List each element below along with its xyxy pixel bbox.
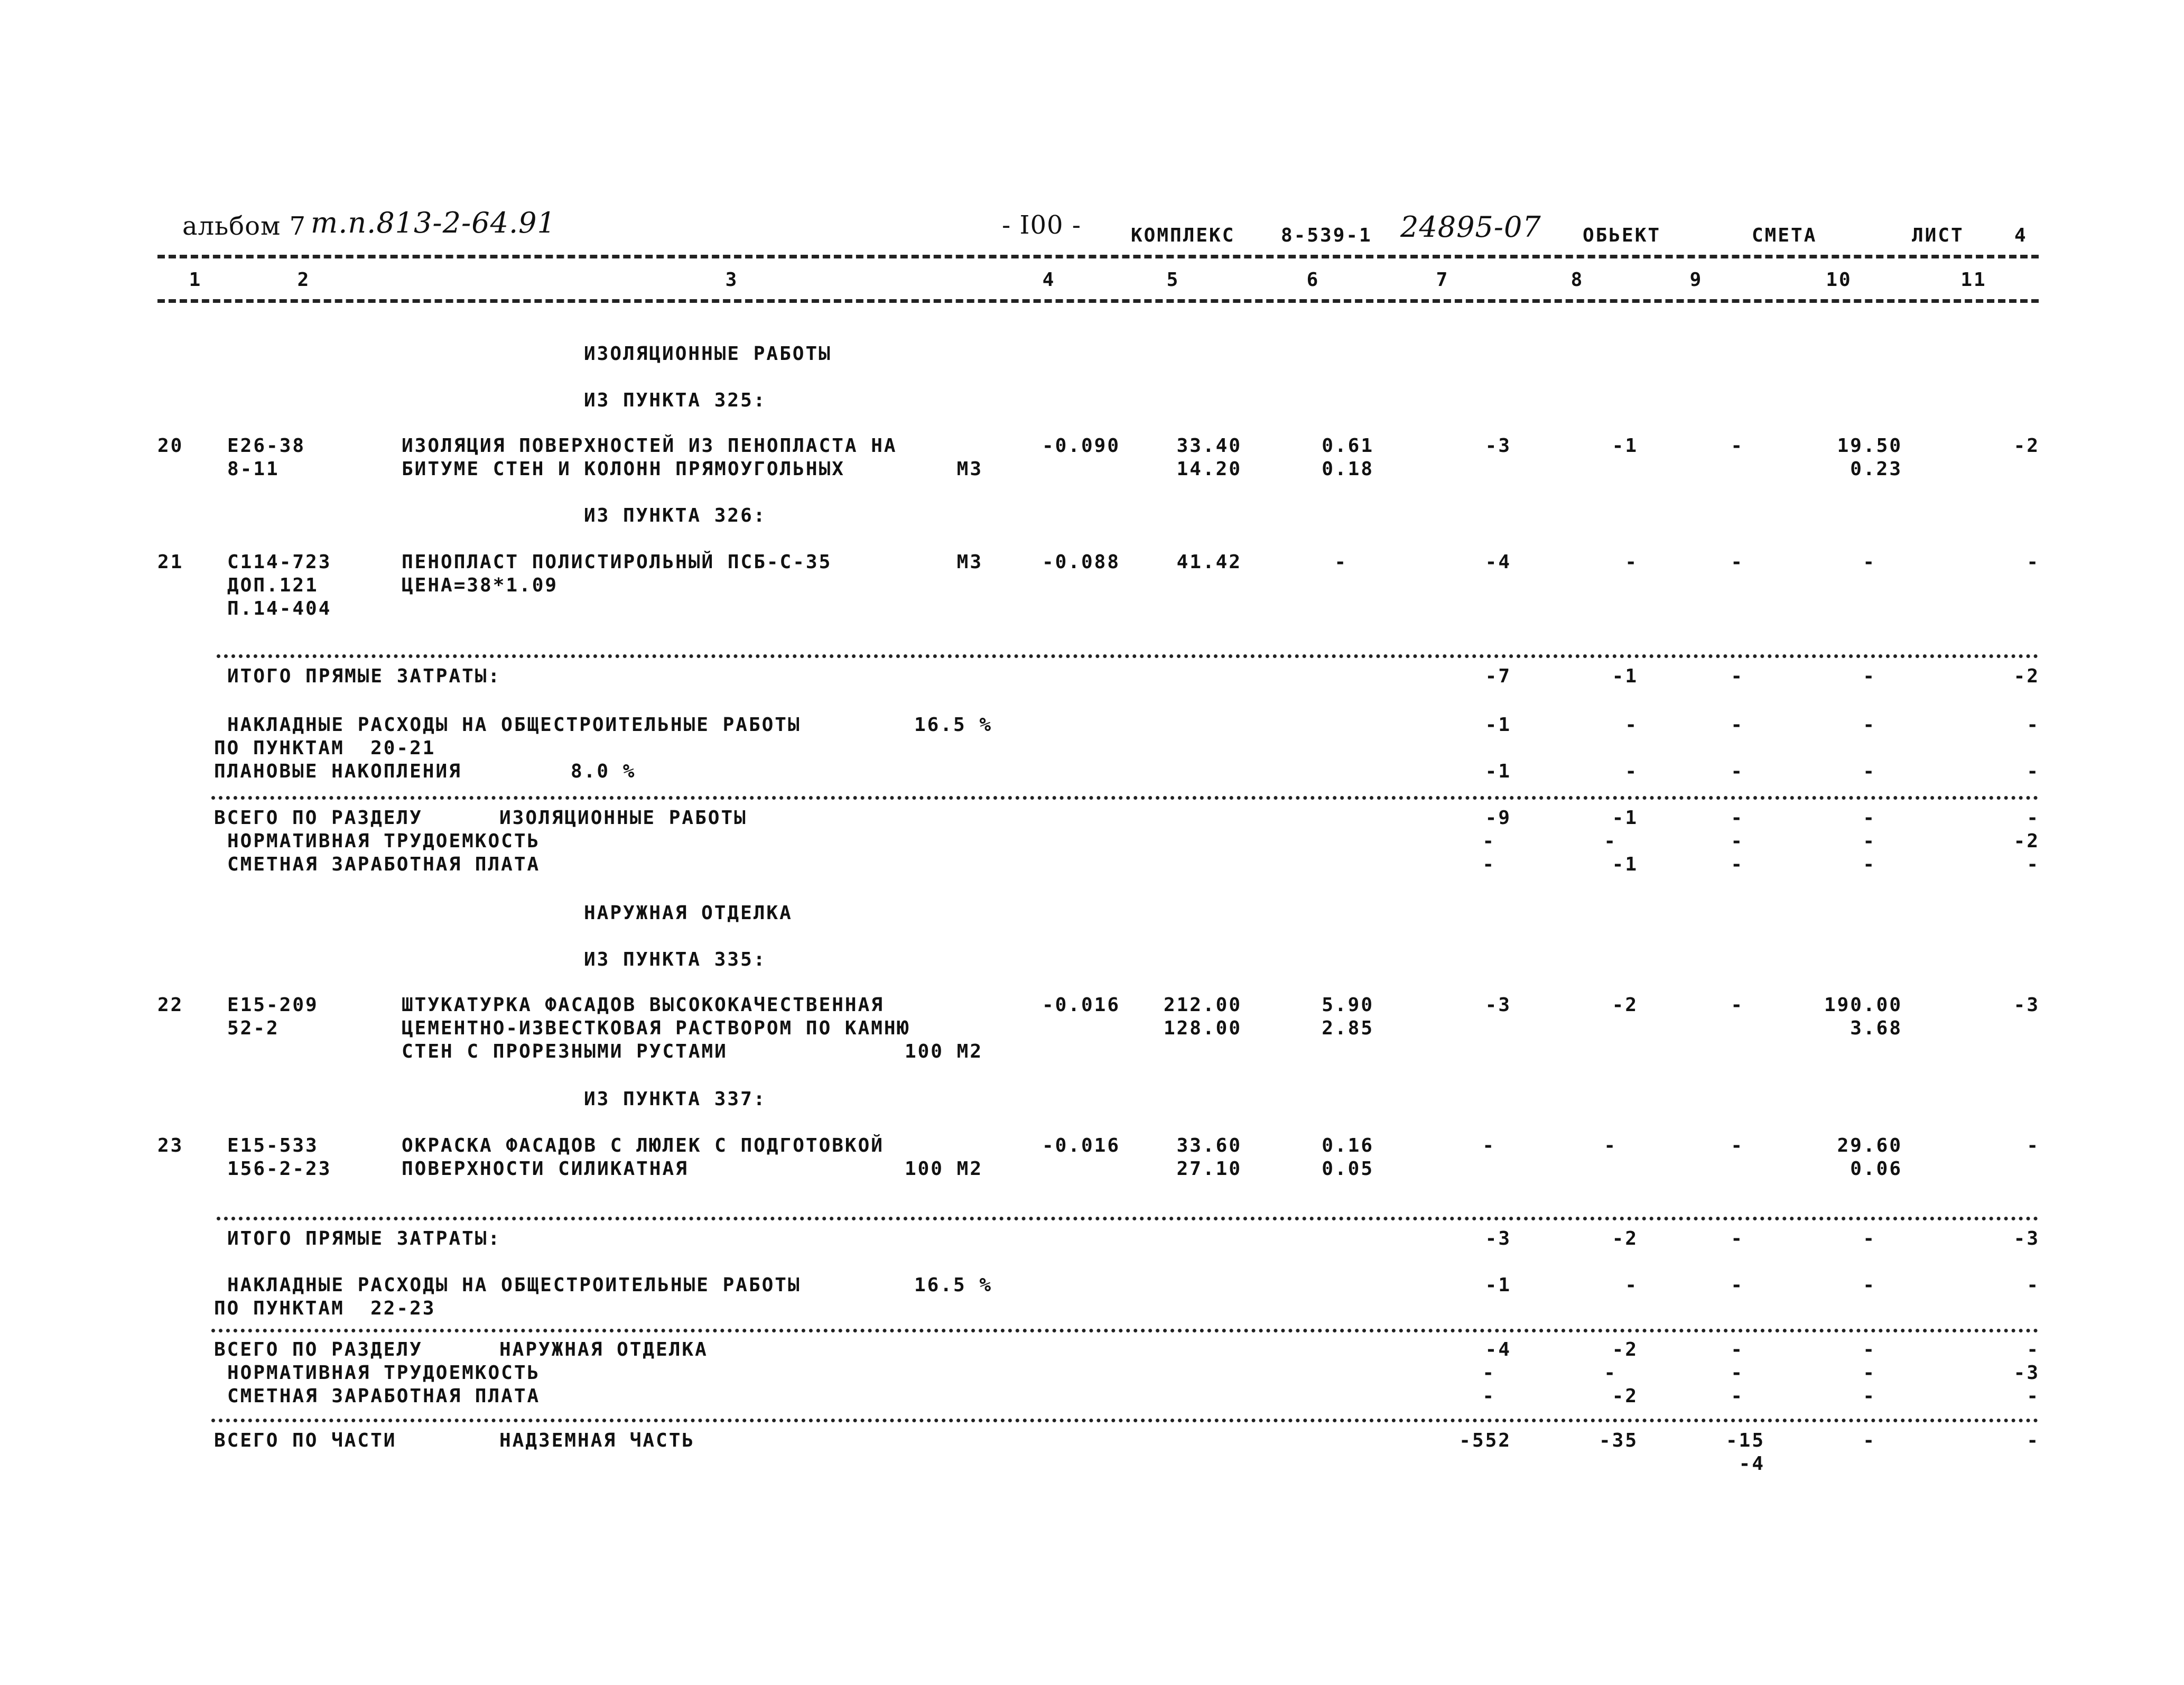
total-cost: -35 — [1598, 1430, 1638, 1451]
labor-value: 29.60 — [1837, 1135, 1902, 1156]
labor-total: -2 — [2013, 830, 2040, 852]
total-cost: - — [1731, 665, 1744, 687]
unit: М3 — [956, 551, 983, 573]
work-description: ПЕНОПЛАСТ ПОЛИСТИРОЛЬНЫЙ ПСБ-С-35 — [402, 551, 832, 573]
total-cost: -552 — [1459, 1430, 1511, 1451]
labor-value: - — [1863, 1385, 1876, 1407]
rate-code: П.14-404 — [227, 598, 332, 619]
labor-total: - — [2027, 551, 2040, 573]
work-description: ОКРАСКА ФАСАДОВ С ЛЮЛЕК С ПОДГОТОВКОЙ — [402, 1135, 884, 1156]
unit-cost: 27.10 — [1176, 1158, 1242, 1180]
total-cost: -3 — [1485, 994, 1511, 1016]
album-label: альбом 7 — [182, 211, 306, 241]
section-name: ИЗОЛЯЦИОННЫЕ РАБОТЫ — [499, 807, 747, 829]
part-total-rule — [211, 1419, 2039, 1422]
subsection-label: ИЗ ПУНКТА 326: — [584, 505, 767, 526]
unit-cost: 0.18 — [1322, 458, 1374, 480]
total-cost: - — [1731, 1339, 1744, 1360]
row-number: 22 — [157, 994, 184, 1016]
total-cost: - — [1731, 1274, 1744, 1296]
total-cost: - — [1482, 854, 1495, 875]
total-cost: - — [1604, 1135, 1617, 1156]
total-cost: -15 — [1725, 1430, 1765, 1451]
total-cost: - — [1625, 761, 1638, 782]
section-total-rule — [211, 796, 2039, 800]
summary-sublabel: ПО ПУНКТАМ 22-23 — [214, 1298, 436, 1319]
summary-label: ПЛАНОВЫЕ НАКОПЛЕНИЯ — [214, 761, 462, 782]
total-cost: - — [1731, 1385, 1744, 1407]
rate-code: 52-2 — [227, 1017, 280, 1039]
total-cost: -2 — [1612, 1228, 1638, 1249]
labor-total: -3 — [2013, 994, 2040, 1016]
header-rule — [157, 255, 2039, 258]
unit-cost: 33.40 — [1176, 435, 1242, 457]
summary-label: ВСЕГО ПО РАЗДЕЛУ — [214, 807, 423, 829]
total-cost: -2 — [1612, 994, 1638, 1016]
subtotal-rule — [217, 1217, 2039, 1220]
unit-cost: 14.20 — [1176, 458, 1242, 480]
quantity: -0.088 — [1042, 551, 1120, 573]
quantity: -0.090 — [1042, 435, 1120, 457]
rate-code: E15-533 — [227, 1135, 319, 1156]
column-number: 5 — [1166, 269, 1180, 291]
subsection-label: ИЗ ПУНКТА 335: — [584, 949, 767, 970]
total-cost: -2 — [1612, 1339, 1638, 1360]
labor-value: 0.23 — [1850, 458, 1902, 480]
labor-total: -3 — [2013, 1362, 2040, 1384]
labor-total: -2 — [2013, 435, 2040, 457]
total-cost: - — [1482, 830, 1495, 852]
unit-cost: 212.00 — [1163, 994, 1242, 1016]
unit-cost: - — [1334, 551, 1347, 573]
row-number: 21 — [157, 551, 184, 573]
total-cost: -1 — [1612, 435, 1638, 457]
sheet-label: ЛИСТ — [1912, 225, 1964, 246]
column-number: 7 — [1436, 269, 1449, 291]
column-number: 6 — [1306, 269, 1320, 291]
total-cost: -3 — [1485, 1228, 1511, 1249]
summary-percent: 8.0 % — [571, 761, 636, 782]
column-number: 1 — [189, 269, 202, 291]
labor-value: - — [1863, 1430, 1876, 1451]
total-cost: - — [1731, 994, 1744, 1016]
labor-value: 19.50 — [1837, 435, 1902, 457]
quantity: -0.016 — [1042, 1135, 1120, 1156]
unit-cost: 0.05 — [1322, 1158, 1374, 1180]
album-reference: т.п.813-2-64.91 — [311, 206, 556, 239]
work-description: ПОВЕРХНОСТИ СИЛИКАТНАЯ — [402, 1158, 689, 1180]
total-cost: - — [1731, 1228, 1744, 1249]
total-cost: -7 — [1485, 665, 1511, 687]
total-cost: -2 — [1612, 1385, 1638, 1407]
rate-code: 8-11 — [227, 458, 280, 480]
total-cost: - — [1731, 714, 1744, 736]
total-cost: - — [1625, 1274, 1638, 1296]
estimate-label: СМЕТА — [1752, 225, 1817, 246]
total-cost: -1 — [1612, 854, 1638, 875]
work-description: СТЕН С ПРОРЕЗНЫМИ РУСТАМИ — [402, 1041, 728, 1062]
subsection-label: ИЗ ПУНКТА 337: — [584, 1088, 767, 1110]
labor-total: - — [2027, 1385, 2040, 1407]
total-cost: -3 — [1485, 435, 1511, 457]
labor-total: - — [2027, 1339, 2040, 1360]
total-cost: - — [1604, 1362, 1617, 1384]
column-number: 9 — [1689, 269, 1703, 291]
summary-sublabel: ПО ПУНКТАМ 20-21 — [214, 737, 436, 759]
unit: 100 М2 — [904, 1158, 983, 1180]
summary-label: НАКЛАДНЫЕ РАСХОДЫ НА ОБЩЕСТРОИТЕЛЬНЫЕ РАБОТЫ — [227, 1274, 801, 1296]
total-cost: - — [1731, 830, 1744, 852]
column-header-rule — [157, 299, 2039, 303]
object-label: ОБЬЕКТ — [1583, 225, 1661, 246]
labor-value: - — [1863, 551, 1876, 573]
unit-cost: 5.90 — [1322, 994, 1374, 1016]
section-total-rule — [211, 1329, 2039, 1332]
work-description: ЦЕМЕНТНО-ИЗВЕСТКОВАЯ РАСТВОРОМ ПО КАМНЮ — [402, 1017, 910, 1039]
rate-code: E26-38 — [227, 435, 306, 457]
summary-percent: 16.5 % — [914, 1274, 993, 1296]
total-cost: -1 — [1612, 665, 1638, 687]
labor-value: 0.06 — [1850, 1158, 1902, 1180]
summary-label: НОРМАТИВНАЯ ТРУДОЕМКОСТЬ — [227, 830, 541, 852]
labor-value: - — [1863, 1228, 1876, 1249]
summary-label: ВСЕГО ПО РАЗДЕЛУ — [214, 1339, 423, 1360]
labor-value: - — [1863, 761, 1876, 782]
total-cost: - — [1482, 1135, 1495, 1156]
summary-label: НОРМАТИВНАЯ ТРУДОЕМКОСТЬ — [227, 1362, 541, 1384]
summary-label: ВСЕГО ПО ЧАСТИ — [214, 1430, 397, 1451]
labor-total: - — [2027, 807, 2040, 829]
rate-code: ДОП.121 — [227, 575, 319, 596]
total-cost: -1 — [1485, 1274, 1511, 1296]
total-cost: - — [1604, 830, 1617, 852]
rate-code: E15-209 — [227, 994, 319, 1016]
total-cost: - — [1731, 1362, 1744, 1384]
part-name: НАДЗЕМНАЯ ЧАСТЬ — [499, 1430, 695, 1451]
unit: М3 — [956, 458, 983, 480]
summary-label: ИТОГО ПРЯМЫЕ ЗАТРАТЫ: — [227, 1228, 501, 1249]
section-title: ИЗОЛЯЦИОННЫЕ РАБОТЫ — [584, 343, 832, 365]
page-number: - I00 - — [1002, 210, 1081, 240]
sheet-number: 4 — [2014, 225, 2028, 246]
work-description: ШТУКАТУРКА ФАСАДОВ ВЫСОКОКАЧЕСТВЕННАЯ — [402, 994, 884, 1016]
labor-value: - — [1863, 1362, 1876, 1384]
summary-label: СМЕТНАЯ ЗАРАБОТНАЯ ПЛАТА — [227, 1385, 541, 1407]
total-cost: - — [1625, 551, 1638, 573]
total-cost: -9 — [1485, 807, 1511, 829]
unit-cost: 41.42 — [1176, 551, 1242, 573]
labor-total: - — [2027, 854, 2040, 875]
unit-cost: 33.60 — [1176, 1135, 1242, 1156]
labor-value: - — [1863, 807, 1876, 829]
labor-value: - — [1863, 854, 1876, 875]
subsection-label: ИЗ ПУНКТА 325: — [584, 390, 767, 411]
complex-label: КОМПЛЕКС — [1131, 225, 1235, 246]
column-number: 10 — [1826, 269, 1852, 291]
section-name: НАРУЖНАЯ ОТДЕЛКА — [499, 1339, 708, 1360]
total-cost: - — [1625, 714, 1638, 736]
unit-cost: 0.16 — [1322, 1135, 1374, 1156]
total-cost: - — [1731, 807, 1744, 829]
labor-value: 3.68 — [1850, 1017, 1902, 1039]
column-number: 4 — [1042, 269, 1056, 291]
work-description: БИТУМЕ СТЕН И КОЛОНН ПРЯМОУГОЛЬНЫХ — [402, 458, 845, 480]
row-number: 20 — [157, 435, 184, 457]
object-code: 24895-07 — [1400, 210, 1541, 244]
rate-code: C114-723 — [227, 551, 332, 573]
unit-cost: 2.85 — [1322, 1017, 1374, 1039]
labor-value: - — [1863, 665, 1876, 687]
section-title: НАРУЖНАЯ ОТДЕЛКА — [584, 902, 793, 924]
quantity: -0.016 — [1042, 994, 1120, 1016]
unit-cost: 128.00 — [1163, 1017, 1242, 1039]
total-cost: -4 — [1485, 551, 1511, 573]
work-description: ИЗОЛЯЦИЯ ПОВЕРХНОСТЕЙ ИЗ ПЕНОПЛАСТА НА — [402, 435, 897, 457]
total-cost: -1 — [1485, 761, 1511, 782]
summary-label: НАКЛАДНЫЕ РАСХОДЫ НА ОБЩЕСТРОИТЕЛЬНЫЕ РАБОТЫ — [227, 714, 801, 736]
total-cost: - — [1731, 854, 1744, 875]
labor-total: - — [2027, 714, 2040, 736]
unit-cost: 0.61 — [1322, 435, 1374, 457]
row-number: 23 — [157, 1135, 184, 1156]
summary-label: СМЕТНАЯ ЗАРАБОТНАЯ ПЛАТА — [227, 854, 541, 875]
labor-total: - — [2027, 1430, 2040, 1451]
total-cost: -4 — [1739, 1453, 1765, 1475]
column-number: 8 — [1570, 269, 1584, 291]
column-number: 3 — [725, 269, 739, 291]
labor-value: - — [1863, 830, 1876, 852]
total-cost: -1 — [1612, 807, 1638, 829]
labor-value: 190.00 — [1824, 994, 1902, 1016]
total-cost: - — [1482, 1385, 1495, 1407]
labor-total: -3 — [2013, 1228, 2040, 1249]
subtotal-rule — [217, 654, 2039, 658]
total-cost: - — [1731, 1135, 1744, 1156]
total-cost: -4 — [1485, 1339, 1511, 1360]
total-cost: -1 — [1485, 714, 1511, 736]
unit: 100 М2 — [904, 1041, 983, 1062]
total-cost: - — [1731, 435, 1744, 457]
summary-label: ИТОГО ПРЯМЫЕ ЗАТРАТЫ: — [227, 665, 501, 687]
column-number: 2 — [297, 269, 311, 291]
labor-value: - — [1863, 1339, 1876, 1360]
labor-value: - — [1863, 714, 1876, 736]
total-cost: - — [1731, 551, 1744, 573]
work-description: ЦЕНА=38*1.09 — [402, 575, 559, 596]
complex-code: 8-539-1 — [1281, 225, 1372, 246]
total-cost: - — [1482, 1362, 1495, 1384]
labor-value: - — [1863, 1274, 1876, 1296]
total-cost: - — [1731, 761, 1744, 782]
summary-percent: 16.5 % — [914, 714, 993, 736]
labor-total: - — [2027, 1135, 2040, 1156]
labor-total: -2 — [2013, 665, 2040, 687]
labor-total: - — [2027, 761, 2040, 782]
rate-code: 156-2-23 — [227, 1158, 332, 1180]
labor-total: - — [2027, 1274, 2040, 1296]
column-number: 11 — [1960, 269, 1987, 291]
